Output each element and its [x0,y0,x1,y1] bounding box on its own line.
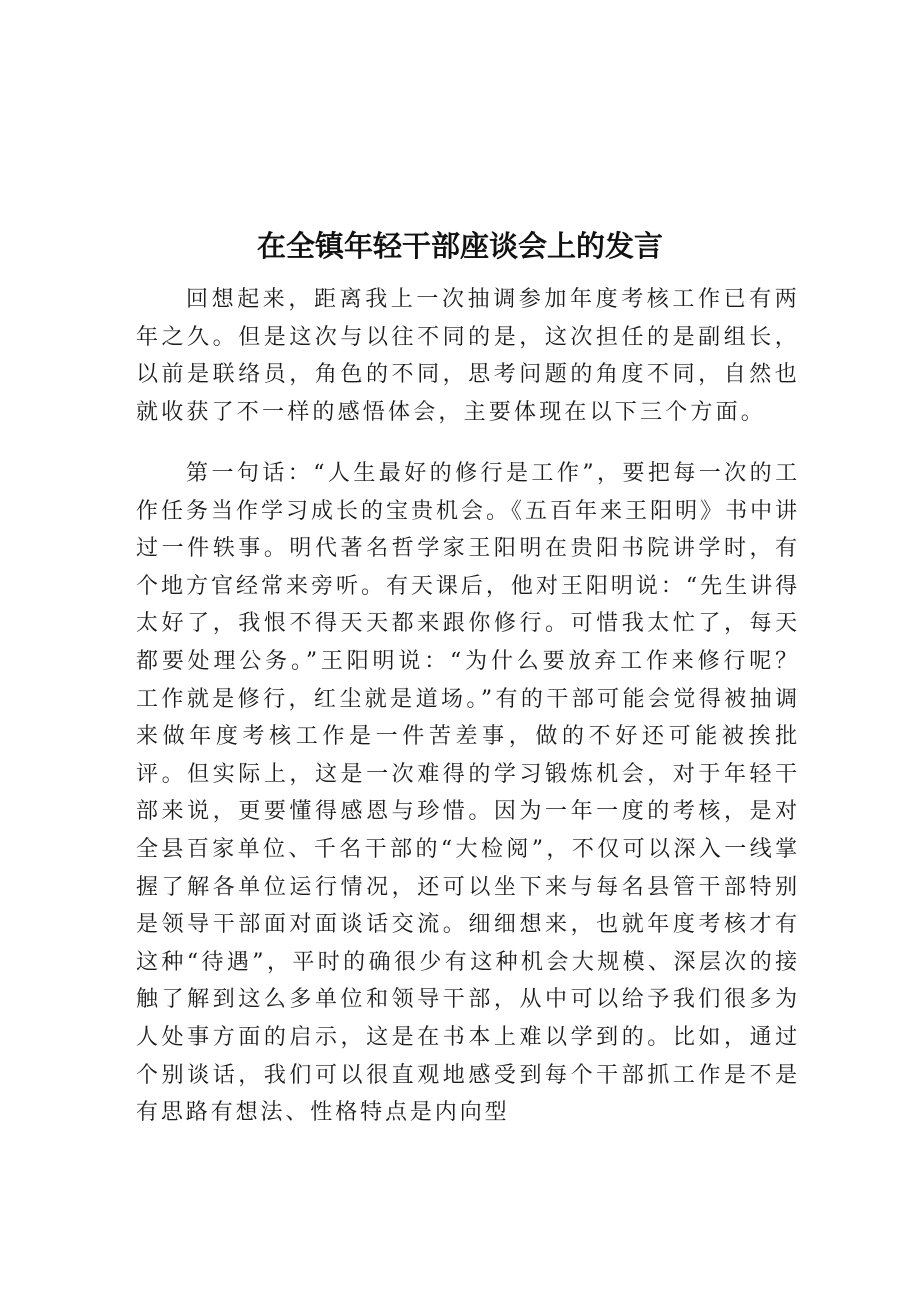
document-title: 在全镇年轻干部座谈会上的发言 [256,229,663,263]
paragraph-block-2 [136,455,800,1132]
paragraph-first-point: 第一句话：“人生最好的修行是工作”，要把每一次的工作任务当作学习成长的宝贵机会。《五百年来王阳明》书中讲过一件轶事。明代著名哲学家王阳明在贵阳书院讲学时，有个地方官经常来旁听。有天课后，他对王阳明说：“先生讲得太好了，我恨不得天天都来跟你修行。可惜我太忙了，每天都要处理公务。”王阳明说：“为什么要放弃工作来修行呢？工作就是修行，红尘就是道场。”有的干部可能会觉得被抽调来做年度考核工作是一件苦差事，做的不好还可能被挨批评。但实际上，这是一次难得的学习锻炼机会，对于年轻干部来说，更要懂得感恩与珍惜。因为一年一度的考核，是对全县百家单位、千名干部的“大检阅”，不仅可以深入一线掌握了解各单位运行情况，还可以坐下来与每名县管干部特别是领导干部面对面谈话交流。细细想来，也就年度考核才有这种“待遇”，平时的确很少有这种机会大规模、深层次的接触了解到这么多单位和领导干部，从中可以给予我们很多为人处事方面的启示，这是在书本上难以学到的。比如，通过个别谈话，我们可以很直观地感受到每个干部抓工作是不是有思路有想法、性格特点是内向型 [136,461,800,1126]
paragraph-block-1 [136,281,800,431]
paragraph-intro: 回想起来，距离我上一次抽调参加年度考核工作已有两年之久。但是这次与以往不同的是，这次担任的是副组长，以前是联络员，角色的不同，思考问题的角度不同，自然也就收获了不一样的感悟体会，主要体现在以下三个方面。 [136,287,800,425]
